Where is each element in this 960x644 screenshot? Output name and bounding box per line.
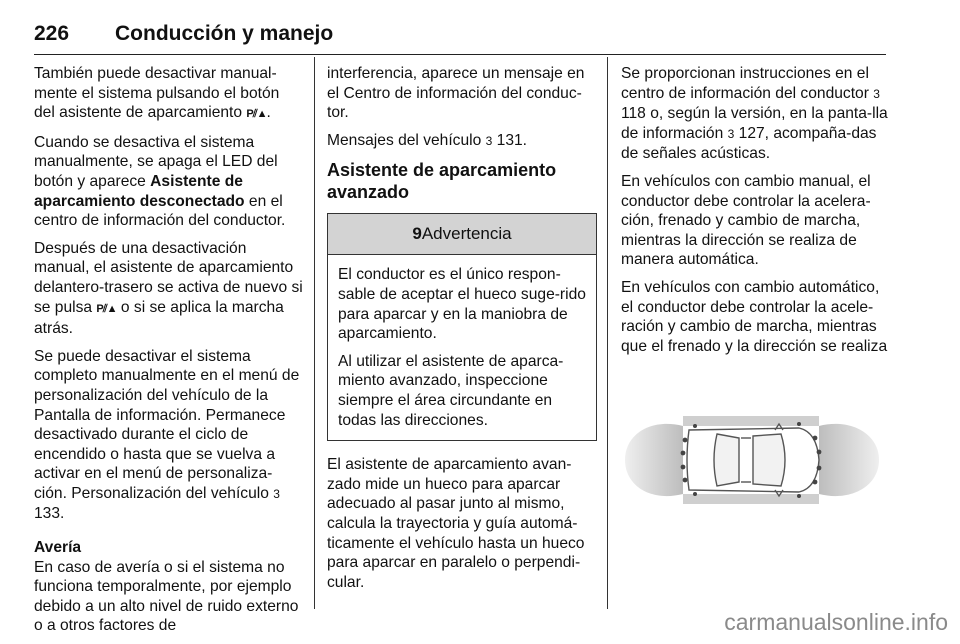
page-ref-icon: 3 (727, 126, 735, 141)
column-3 (621, 64, 893, 384)
page-ref-icon: 3 (485, 133, 493, 148)
car-sensor-illustration (621, 358, 883, 563)
paragraph: En vehículos con cambio manual, el conductor debe controlar la acelera-ción, frenado y cambio de marcha, mientras la dirección se realiza de manera automática. (621, 172, 871, 269)
page-ref-icon: 3 (873, 86, 880, 101)
paragraph: Se proporcionan instrucciones en el centro de información del conductor 3 118 o, según la versión, en la panta-lla de información 3 127, acompaña-das de señales acústicas. (621, 65, 888, 163)
warning-text: El conductor es el único respon-sable de aceptar el hueco suge-rido para aparcar y en la maniobra de aparcamiento. (338, 266, 586, 343)
page-header (34, 14, 886, 55)
page-number: 226 (34, 22, 70, 45)
column-divider (314, 57, 315, 609)
paragraph: También puede desactivar manual-mente el sistema pulsando el botón del asistente de aparcamiento P⫽▲. (34, 64, 304, 125)
warning-title: Advertencia (421, 224, 512, 244)
paragraph: Cuando se desactiva el sistema manualmente, se apaga el LED del botón y aparece Asistente de aparcamiento desconectado en el centro de información del conductor. (34, 133, 286, 230)
warning-header (328, 214, 596, 255)
car-outline (687, 424, 819, 496)
system-message: Asistente de aparcamiento desconectado (34, 172, 245, 210)
page-ref-icon: 3 (273, 486, 280, 501)
parking-sensor-figure (621, 358, 883, 563)
parking-assist-button-symbol: P⫽▲ (246, 108, 267, 121)
page-title: Conducción y manejo (115, 22, 334, 45)
paragraph: En caso de avería o si el sistema no funciona temporalmente, por ejemplo debido a un alto nivel de ruido externo o a otros factores de (34, 558, 299, 635)
section-heading: Asistente de aparcamiento avanzado (327, 160, 557, 203)
paragraph: Se puede desactivar el sistema completo manualmente en el menú de personalización del vehículo de la Pantalla de información. Permanece desactivado durante el ciclo de encendido o hasta que se vuelva a activar en el menú de personaliza-ción. Personalización del vehículo 3 133. (34, 347, 300, 523)
paragraph: Después de una desactivación manual, el asistente de aparcamiento delantero-trasero se activa de nuevo si se pulsa P⫽▲ o si se aplica la marcha atrás. (34, 239, 303, 338)
paragraph: Mensajes del vehículo 3 131. (327, 131, 528, 149)
warning-text: Al utilizar el asistente de aparca-miento avanzado, inspeccione siempre el área circundante en todas las direcciones. (338, 352, 564, 429)
column-divider (607, 57, 608, 609)
paragraph: En vehículos con cambio automático, el conductor debe controlar la acele-ración y cambio de marcha, mientras que el frenado y la dirección se realiza (621, 278, 888, 355)
column-2 (327, 64, 597, 600)
paragraph: El asistente de aparcamiento avan-zado mide un hueco para aparcar adecuado al pasar junto al mismo, calcula la trayectoria y guía automá-ticamente el vehículo hasta un hueco para aparcar en paralelo o perpendi-cular. (327, 456, 585, 591)
paragraph: interferencia, aparece un mensaje en el Centro de información del conduc-tor. (327, 65, 585, 122)
watermark: carmanualsonline.info (724, 609, 948, 635)
failure-heading: Avería (34, 539, 82, 557)
warning-triangle-icon: 9 (412, 224, 422, 244)
column-1 (34, 64, 304, 644)
warning-box (327, 213, 597, 441)
parking-assist-button-symbol: P⫽▲ (96, 302, 117, 315)
